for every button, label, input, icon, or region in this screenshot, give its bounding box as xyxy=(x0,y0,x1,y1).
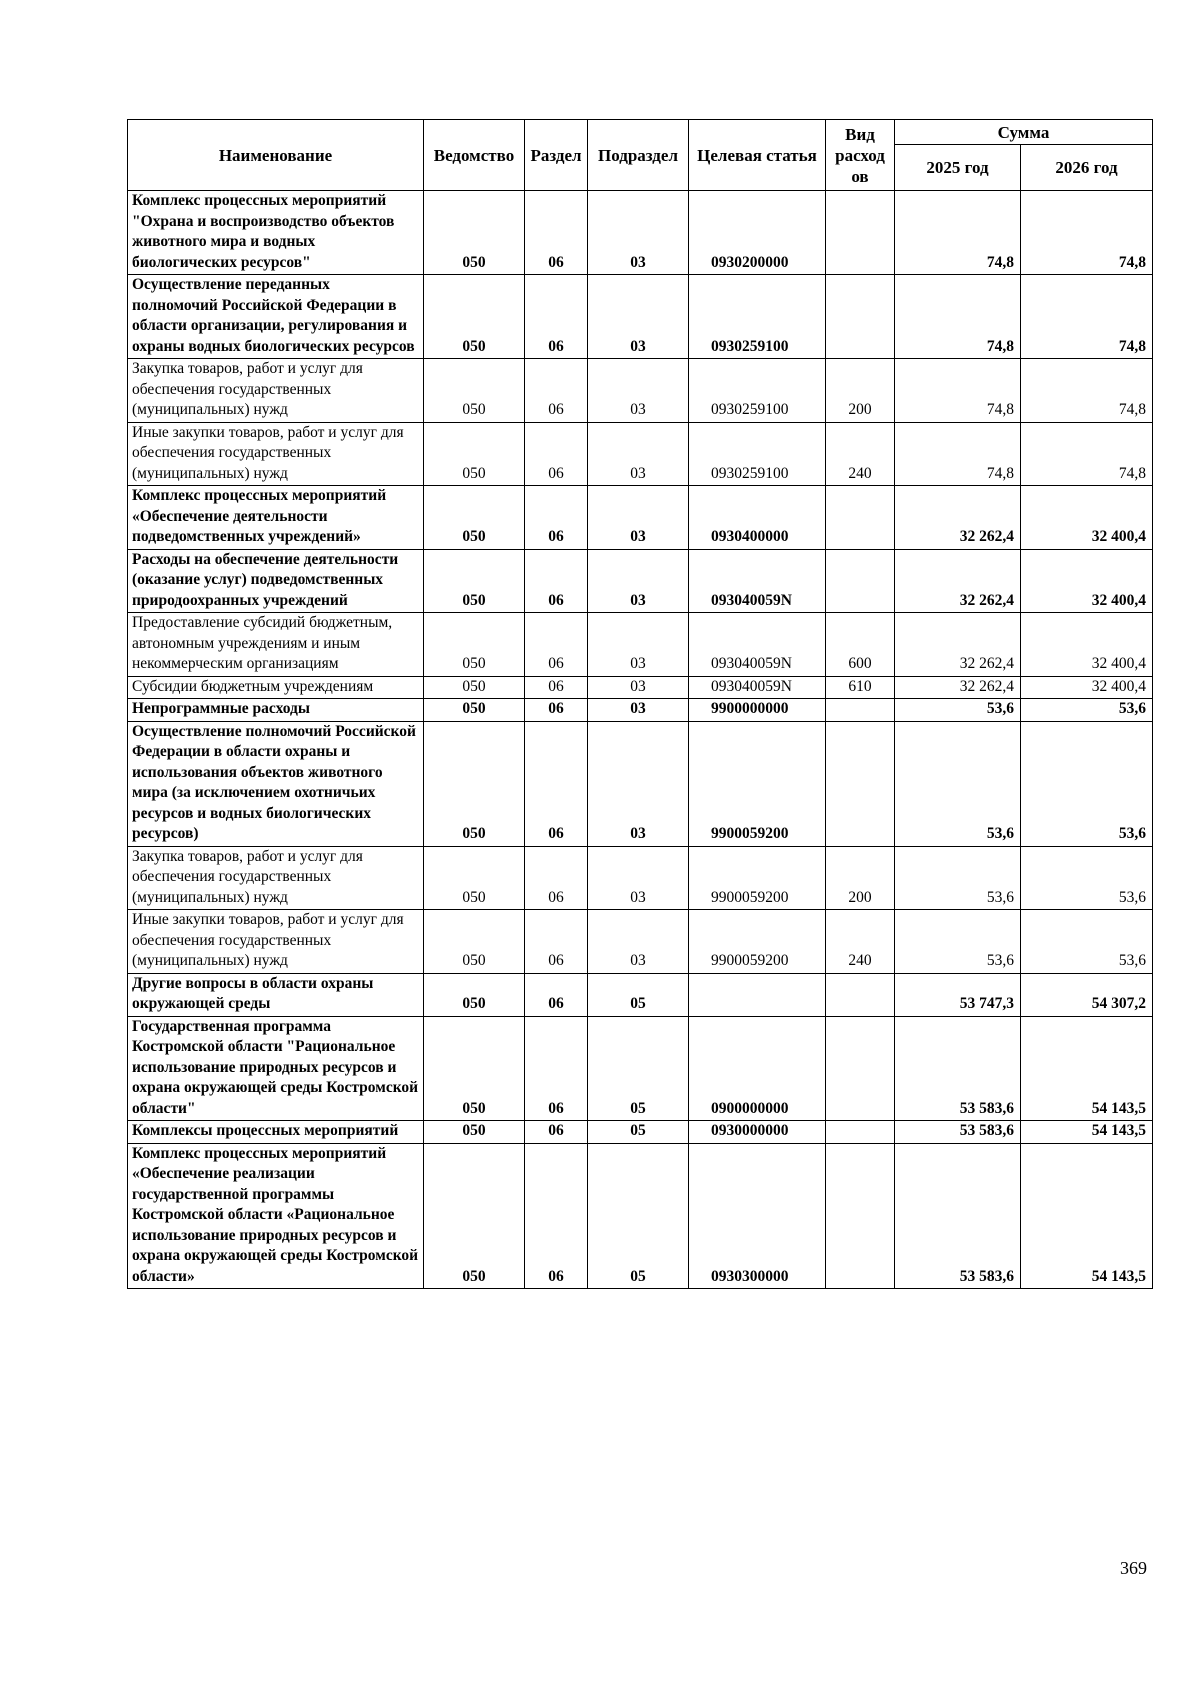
row-amount-2025: 53 583,6 xyxy=(895,1143,1021,1289)
header-year-2026: 2026 год xyxy=(1021,145,1153,191)
table-row xyxy=(128,359,1153,423)
row-target-article: 0930300000 xyxy=(689,1143,826,1289)
row-section: 06 xyxy=(525,676,588,699)
row-department: 050 xyxy=(424,699,525,722)
row-amount-2025: 53 583,6 xyxy=(895,1016,1021,1121)
row-subsection: 03 xyxy=(588,549,689,613)
row-expense-type xyxy=(826,1143,895,1289)
row-section: 06 xyxy=(525,1016,588,1121)
row-subsection: 03 xyxy=(588,721,689,846)
row-amount-2026: 54 143,5 xyxy=(1021,1143,1153,1289)
table-row xyxy=(128,676,1153,699)
header-sum: Сумма xyxy=(895,120,1153,145)
row-amount-2025: 32 262,4 xyxy=(895,676,1021,699)
row-subsection: 03 xyxy=(588,910,689,974)
header-section: Раздел xyxy=(525,120,588,191)
row-amount-2026: 53,6 xyxy=(1021,699,1153,722)
header-name: Наименование xyxy=(128,120,424,191)
table-row xyxy=(128,1121,1153,1144)
table-row xyxy=(128,1016,1153,1121)
row-subsection: 05 xyxy=(588,973,689,1016)
row-target-article: 9900059200 xyxy=(689,910,826,974)
table-row xyxy=(128,699,1153,722)
row-expense-type xyxy=(826,1016,895,1121)
row-subsection: 03 xyxy=(588,486,689,550)
header-subsection: Подраздел xyxy=(588,120,689,191)
header-expense-type: Вид расход ов xyxy=(826,120,895,191)
row-target-article: 9900059200 xyxy=(689,846,826,910)
row-name: Предоставление субсидий бюджетным, автономным учреждениям и иным некоммерческим организациям xyxy=(128,613,424,677)
row-target-article: 0930200000 xyxy=(689,191,826,275)
row-subsection: 05 xyxy=(588,1016,689,1121)
row-department: 050 xyxy=(424,676,525,699)
row-amount-2026: 32 400,4 xyxy=(1021,676,1153,699)
row-amount-2026: 74,8 xyxy=(1021,359,1153,423)
row-name: Другие вопросы в области охраны окружающей среды xyxy=(128,973,424,1016)
row-department: 050 xyxy=(424,275,525,359)
row-amount-2026: 74,8 xyxy=(1021,422,1153,486)
row-name: Комплекс процессных мероприятий «Обеспечение деятельности подведомственных учреждений» xyxy=(128,486,424,550)
row-department: 050 xyxy=(424,1121,525,1144)
budget-table xyxy=(127,119,1153,1289)
row-department: 050 xyxy=(424,191,525,275)
row-subsection: 03 xyxy=(588,613,689,677)
row-subsection: 03 xyxy=(588,275,689,359)
row-name: Иные закупки товаров, работ и услуг для обеспечения государственных (муниципальных) нужд xyxy=(128,910,424,974)
row-amount-2025: 32 262,4 xyxy=(895,613,1021,677)
row-amount-2026: 32 400,4 xyxy=(1021,486,1153,550)
row-department: 050 xyxy=(424,721,525,846)
table-row xyxy=(128,486,1153,550)
row-subsection: 05 xyxy=(588,1121,689,1144)
row-expense-type xyxy=(826,191,895,275)
row-expense-type: 200 xyxy=(826,846,895,910)
row-section: 06 xyxy=(525,422,588,486)
row-section: 06 xyxy=(525,1143,588,1289)
row-amount-2025: 74,8 xyxy=(895,275,1021,359)
row-expense-type xyxy=(826,721,895,846)
row-department: 050 xyxy=(424,1143,525,1289)
row-subsection: 05 xyxy=(588,1143,689,1289)
row-amount-2026: 54 143,5 xyxy=(1021,1016,1153,1121)
row-amount-2025: 53,6 xyxy=(895,699,1021,722)
row-amount-2025: 53,6 xyxy=(895,910,1021,974)
table-row xyxy=(128,910,1153,974)
row-department: 050 xyxy=(424,359,525,423)
row-expense-type xyxy=(826,699,895,722)
row-amount-2026: 54 143,5 xyxy=(1021,1121,1153,1144)
row-section: 06 xyxy=(525,486,588,550)
row-section: 06 xyxy=(525,846,588,910)
row-expense-type xyxy=(826,486,895,550)
table-row xyxy=(128,973,1153,1016)
row-amount-2026: 53,6 xyxy=(1021,846,1153,910)
row-name: Субсидии бюджетным учреждениям xyxy=(128,676,424,699)
row-section: 06 xyxy=(525,275,588,359)
row-department: 050 xyxy=(424,549,525,613)
row-target-article: 0930400000 xyxy=(689,486,826,550)
row-name: Расходы на обеспечение деятельности (оказание услуг) подведомственных природоохранных учреждений xyxy=(128,549,424,613)
row-expense-type: 240 xyxy=(826,422,895,486)
row-name: Комплексы процессных мероприятий xyxy=(128,1121,424,1144)
row-expense-type xyxy=(826,973,895,1016)
row-section: 06 xyxy=(525,1121,588,1144)
table-row xyxy=(128,721,1153,846)
row-expense-type xyxy=(826,1121,895,1144)
table-row xyxy=(128,613,1153,677)
row-target-article: 9900059200 xyxy=(689,721,826,846)
row-department: 050 xyxy=(424,1016,525,1121)
row-name: Непрограммные расходы xyxy=(128,699,424,722)
table-body xyxy=(128,191,1153,1289)
row-department: 050 xyxy=(424,422,525,486)
row-amount-2025: 53 747,3 xyxy=(895,973,1021,1016)
row-name: Комплекс процессных мероприятий «Обеспечение реализации государственной программы Костромской области «Рациональное использование природных ресурсов и охрана окружающей среды Костромской области» xyxy=(128,1143,424,1289)
row-section: 06 xyxy=(525,973,588,1016)
row-amount-2025: 53,6 xyxy=(895,721,1021,846)
row-expense-type xyxy=(826,275,895,359)
row-target-article: 0930000000 xyxy=(689,1121,826,1144)
row-name: Осуществление полномочий Российской Федерации в области охраны и использования объектов животного мира (за исключением охотничьих ресурсов и водных биологических ресурсов) xyxy=(128,721,424,846)
row-amount-2025: 74,8 xyxy=(895,422,1021,486)
header-year-2025: 2025 год xyxy=(895,145,1021,191)
row-department: 050 xyxy=(424,846,525,910)
table-row xyxy=(128,549,1153,613)
row-department: 050 xyxy=(424,973,525,1016)
row-name: Закупка товаров, работ и услуг для обеспечения государственных (муниципальных) нужд xyxy=(128,846,424,910)
row-section: 06 xyxy=(525,721,588,846)
row-subsection: 03 xyxy=(588,676,689,699)
row-subsection: 03 xyxy=(588,191,689,275)
row-section: 06 xyxy=(525,613,588,677)
row-amount-2026: 53,6 xyxy=(1021,721,1153,846)
row-amount-2026: 74,8 xyxy=(1021,275,1153,359)
row-expense-type: 610 xyxy=(826,676,895,699)
row-name: Осуществление переданных полномочий Российской Федерации в области организации, регулирования и охраны водных биологических ресурсов xyxy=(128,275,424,359)
row-target-article xyxy=(689,973,826,1016)
row-target-article: 0930259100 xyxy=(689,275,826,359)
row-section: 06 xyxy=(525,549,588,613)
row-subsection: 03 xyxy=(588,359,689,423)
row-name: Иные закупки товаров, работ и услуг для обеспечения государственных (муниципальных) нужд xyxy=(128,422,424,486)
row-amount-2026: 54 307,2 xyxy=(1021,973,1153,1016)
row-target-article: 093040059N xyxy=(689,613,826,677)
header-target-article: Целевая статья xyxy=(689,120,826,191)
row-section: 06 xyxy=(525,699,588,722)
table-row xyxy=(128,1143,1153,1289)
page-number: 369 xyxy=(1120,1558,1147,1578)
row-section: 06 xyxy=(525,910,588,974)
row-amount-2025: 74,8 xyxy=(895,191,1021,275)
row-amount-2025: 53,6 xyxy=(895,846,1021,910)
table-row xyxy=(128,275,1153,359)
header-department: Ведомство xyxy=(424,120,525,191)
row-amount-2025: 32 262,4 xyxy=(895,549,1021,613)
row-target-article: 0930259100 xyxy=(689,359,826,423)
row-name: Закупка товаров, работ и услуг для обеспечения государственных (муниципальных) нужд xyxy=(128,359,424,423)
row-amount-2025: 32 262,4 xyxy=(895,486,1021,550)
row-amount-2025: 74,8 xyxy=(895,359,1021,423)
row-department: 050 xyxy=(424,486,525,550)
row-section: 06 xyxy=(525,191,588,275)
row-target-article: 093040059N xyxy=(689,676,826,699)
row-expense-type xyxy=(826,549,895,613)
row-target-article: 9900000000 xyxy=(689,699,826,722)
row-subsection: 03 xyxy=(588,422,689,486)
row-department: 050 xyxy=(424,910,525,974)
table-row xyxy=(128,422,1153,486)
row-expense-type: 240 xyxy=(826,910,895,974)
row-name: Комплекс процессных мероприятий "Охрана и воспроизводство объектов животного мира и водных биологических ресурсов" xyxy=(128,191,424,275)
row-amount-2026: 32 400,4 xyxy=(1021,549,1153,613)
row-expense-type: 200 xyxy=(826,359,895,423)
row-amount-2026: 74,8 xyxy=(1021,191,1153,275)
row-amount-2025: 53 583,6 xyxy=(895,1121,1021,1144)
row-amount-2026: 53,6 xyxy=(1021,910,1153,974)
table-row xyxy=(128,191,1153,275)
row-subsection: 03 xyxy=(588,846,689,910)
row-amount-2026: 32 400,4 xyxy=(1021,613,1153,677)
row-name: Государственная программа Костромской области "Рациональное использование природных ресурсов и охрана окружающей среды Костромской области" xyxy=(128,1016,424,1121)
row-section: 06 xyxy=(525,359,588,423)
row-subsection: 03 xyxy=(588,699,689,722)
row-target-article: 093040059N xyxy=(689,549,826,613)
row-expense-type: 600 xyxy=(826,613,895,677)
table-row xyxy=(128,846,1153,910)
row-department: 050 xyxy=(424,613,525,677)
row-target-article: 0930259100 xyxy=(689,422,826,486)
row-target-article: 0900000000 xyxy=(689,1016,826,1121)
